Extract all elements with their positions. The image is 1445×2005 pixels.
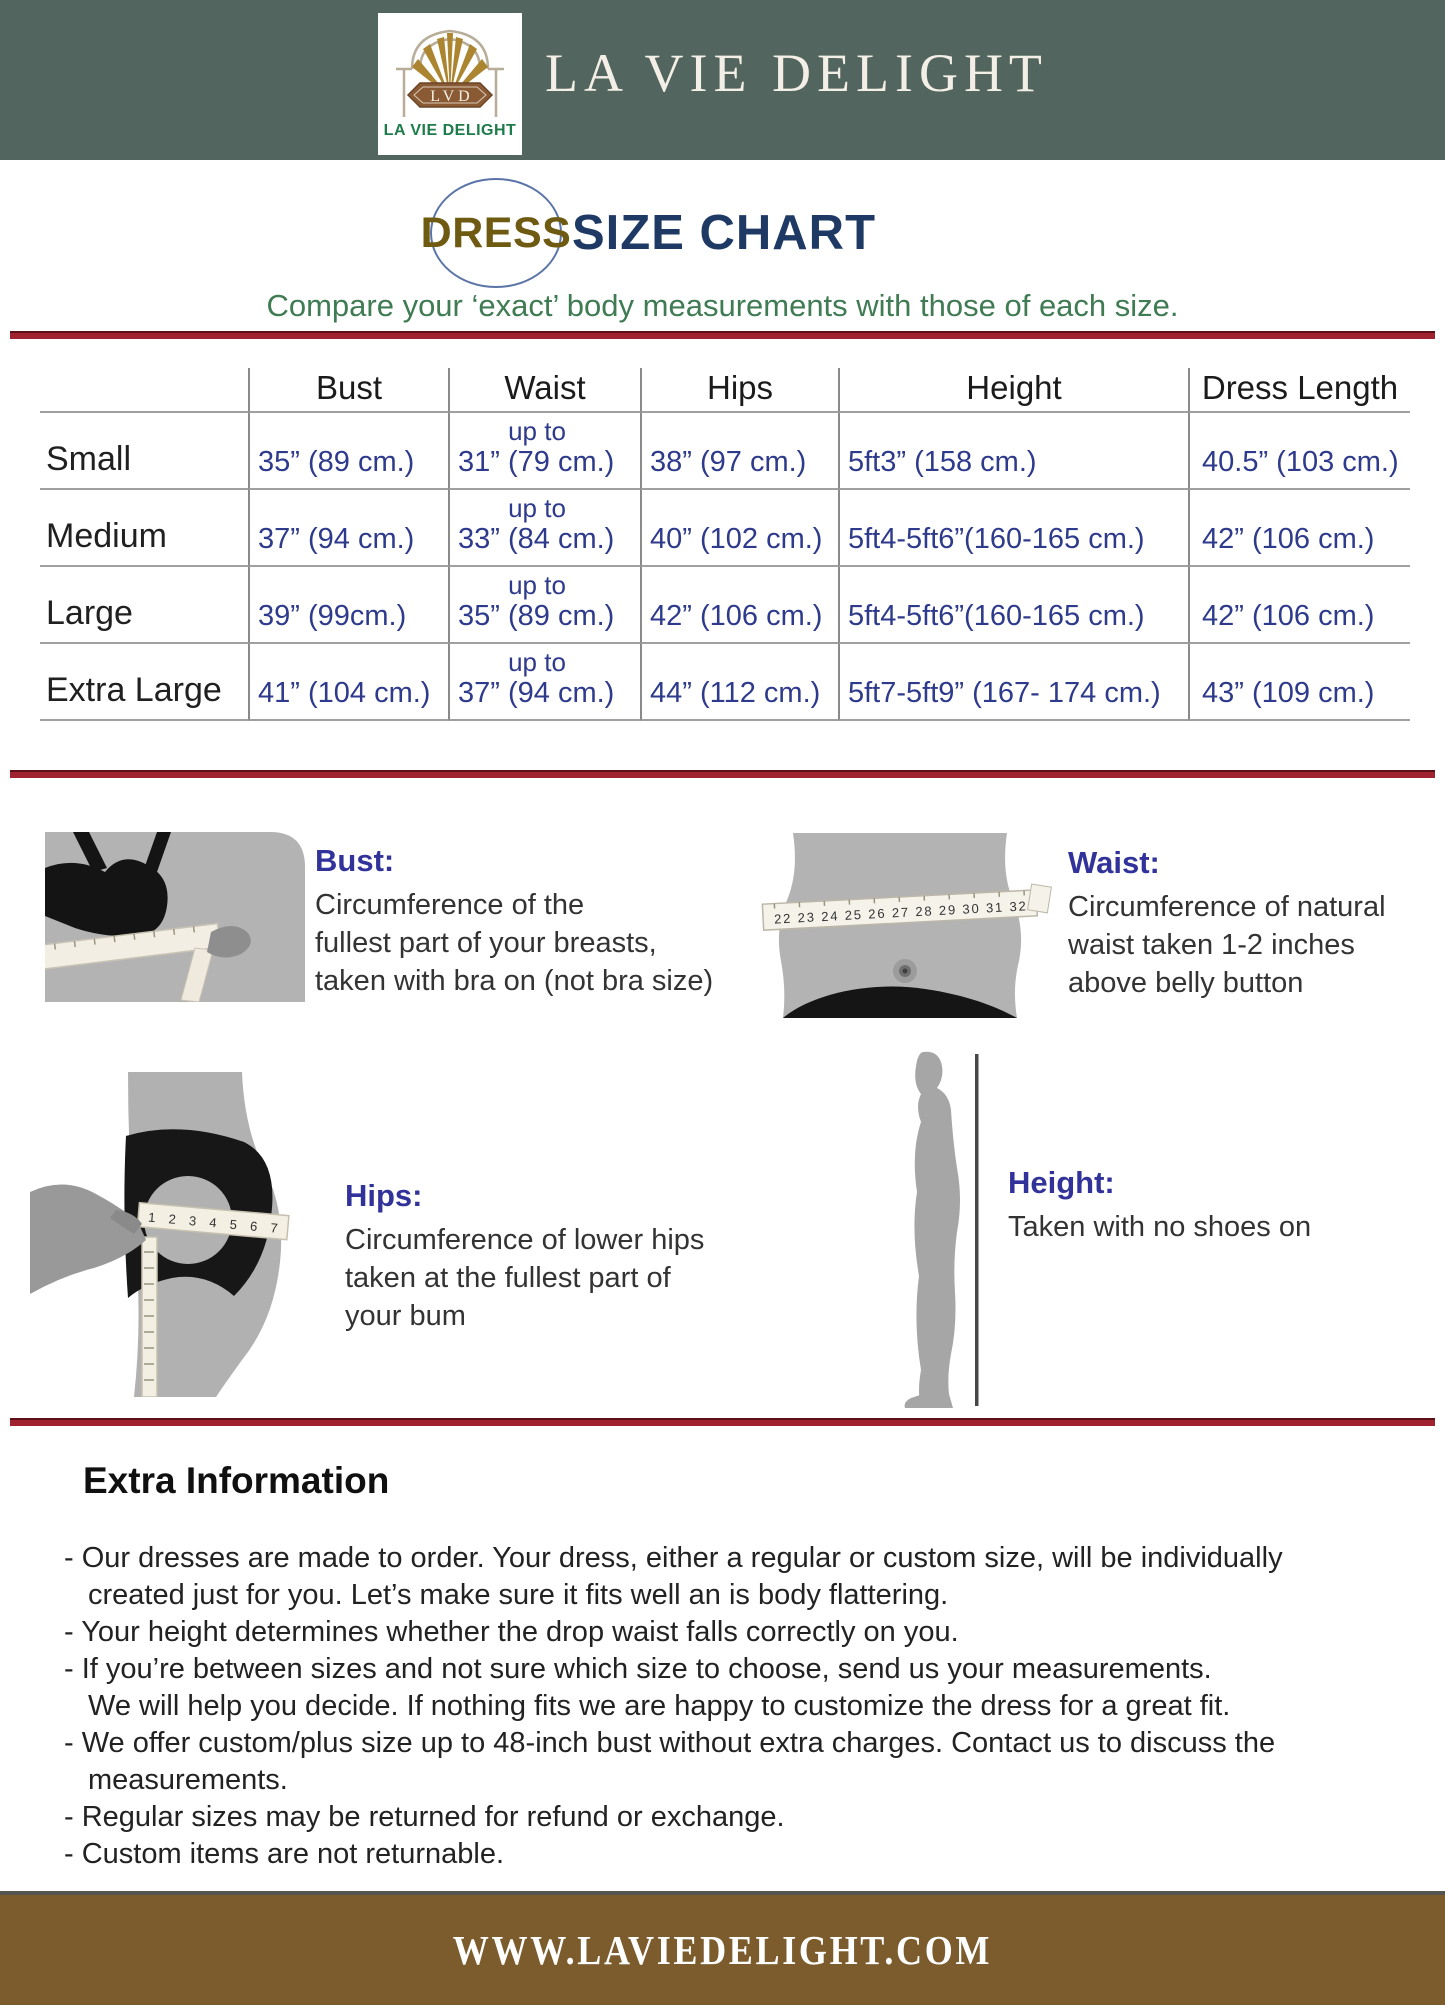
guide-line: waist taken 1-2 inches (1068, 929, 1355, 961)
height-value: 5ft3” (158 cm.) (838, 413, 1188, 490)
guide-line: taken with bra on (not bra size) (315, 965, 714, 997)
waist-value-cell (448, 644, 640, 721)
info-line: created just for you. Let’s make sure it fits well an is body flattering. (88, 1579, 949, 1611)
hips-tape-numbers: 1 2 3 4 5 6 7 (147, 1209, 279, 1236)
dress-length-value: 42” (106 cm.) (1188, 567, 1410, 644)
bust-value: 41” (104 cm.) (248, 644, 448, 721)
divider-rule-middle (10, 770, 1435, 778)
logo-emblem-icon (378, 13, 522, 121)
bust-value: 37” (94 cm.) (248, 490, 448, 567)
waist-prefix: up to (508, 416, 566, 446)
bust-value: 39” (99cm.) (248, 567, 448, 644)
size-table-header-row (40, 368, 1410, 413)
footer-band (0, 1891, 1445, 2005)
guide-line: your bum (345, 1300, 466, 1332)
table-row-large (40, 567, 1410, 644)
waist-value-cell (448, 490, 640, 567)
page-title (420, 178, 876, 288)
divider-rule-top (10, 331, 1435, 339)
bust-measure-illustration (45, 832, 305, 1007)
table-row-medium (40, 490, 1410, 567)
info-line: - Regular sizes may be returned for refund or exchange. (64, 1801, 785, 1833)
page-subtitle: Compare your ‘exact’ body measurements with those of each size. (266, 288, 1179, 323)
website-url[interactable]: WWW.LAVIEDELIGHT.COM (452, 1927, 993, 1973)
divider-rule-bottom (10, 1418, 1435, 1426)
waist-tape-numbers: 22 23 24 25 26 27 28 29 30 31 32 (773, 898, 1027, 927)
dress-length-value: 40.5” (103 cm.) (1188, 413, 1410, 490)
waist-prefix: up to (508, 647, 566, 677)
header-band (0, 0, 1445, 160)
guide-line: taken at the fullest part of (345, 1262, 671, 1294)
hips-guide-heading: Hips: (345, 1178, 423, 1213)
size-table-body (40, 413, 1410, 721)
extra-information-list (64, 1540, 1404, 1873)
hips-value: 44” (112 cm.) (640, 644, 838, 721)
dress-length-value: 42” (106 cm.) (1188, 490, 1410, 567)
height-value: 5ft4-5ft6”(160-165 cm.) (838, 490, 1188, 567)
waist-value: 35” (89 cm.) (458, 600, 615, 632)
guide-line: fullest part of your breasts, (315, 927, 657, 959)
waist-prefix: up to (508, 570, 566, 600)
hips-guide-text (345, 1178, 704, 1335)
bust-guide-text (315, 843, 713, 1000)
height-guide-text (1008, 1165, 1311, 1246)
bust-guide-heading: Bust: (315, 843, 395, 878)
dress-badge (420, 178, 572, 288)
guide-line: above belly button (1068, 967, 1304, 999)
info-line: - We offer custom/plus size up to 48-inch bust without extra charges. Contact us to discuss the (64, 1727, 1276, 1759)
info-line: - Our dresses are made to order. Your dress, either a regular or custom size, will be individually (64, 1542, 1283, 1574)
info-line: measurements. (88, 1764, 288, 1796)
size-table-corner-cell (40, 368, 248, 413)
column-header-dress-length: Dress Length (1188, 368, 1410, 413)
waist-value-cell (448, 413, 640, 490)
height-value: 5ft4-5ft6”(160-165 cm.) (838, 567, 1188, 644)
row-label: Large (40, 567, 248, 644)
waist-measure-illustration (755, 833, 1055, 1023)
info-line: - Your height determines whether the drop waist falls correctly on you. (64, 1616, 959, 1648)
info-line: - If you’re between sizes and not sure which size to choose, send us your measurements. (64, 1653, 1212, 1685)
waist-value: 37” (94 cm.) (458, 677, 615, 709)
row-label: Medium (40, 490, 248, 567)
table-row-small (40, 413, 1410, 490)
height-guide-heading: Height: (1008, 1165, 1115, 1200)
extra-information-heading: Extra Information (83, 1460, 390, 1501)
brand-logo (378, 13, 522, 155)
logo-monogram: LVD (430, 88, 474, 105)
guide-line: Circumference of the (315, 889, 585, 921)
info-line: We will help you decide. If nothing fits we are happy to customize the dress for a great fit. (88, 1690, 1231, 1722)
guide-line: Taken with no shoes on (1008, 1211, 1312, 1243)
column-header-bust: Bust (248, 368, 448, 413)
row-label: Extra Large (40, 644, 248, 721)
dress-badge-label: DRESS (420, 208, 572, 257)
logo-wordmark: LA VIE DELIGHT (383, 122, 517, 139)
hips-measure-illustration (30, 1072, 320, 1402)
height-measure-illustration (885, 1050, 985, 1415)
waist-value: 31” (79 cm.) (458, 446, 615, 478)
waist-value-cell (448, 567, 640, 644)
waist-guide-heading: Waist: (1068, 845, 1160, 880)
waist-prefix: up to (508, 493, 566, 523)
column-header-waist: Waist (448, 368, 640, 413)
waist-guide-text (1068, 845, 1386, 1002)
info-line: - Custom items are not returnable. (64, 1838, 505, 1870)
hips-value: 40” (102 cm.) (640, 490, 838, 567)
size-chart-heading: SIZE CHART (572, 206, 876, 260)
column-header-height: Height (838, 368, 1188, 413)
column-header-hips: Hips (640, 368, 838, 413)
waist-value: 33” (84 cm.) (458, 523, 615, 555)
table-row-extra-large (40, 644, 1410, 721)
hips-value: 38” (97 cm.) (640, 413, 838, 490)
guide-line: Circumference of natural (1068, 891, 1386, 923)
dress-length-value: 43” (109 cm.) (1188, 644, 1410, 721)
height-value: 5ft7-5ft9” (167- 174 cm.) (838, 644, 1188, 721)
brand-header-title: LA VIE DELIGHT (545, 43, 1048, 103)
row-label: Small (40, 413, 248, 490)
guide-line: Circumference of lower hips (345, 1224, 705, 1256)
size-table (40, 368, 1410, 721)
hips-value: 42” (106 cm.) (640, 567, 838, 644)
bust-value: 35” (89 cm.) (248, 413, 448, 490)
